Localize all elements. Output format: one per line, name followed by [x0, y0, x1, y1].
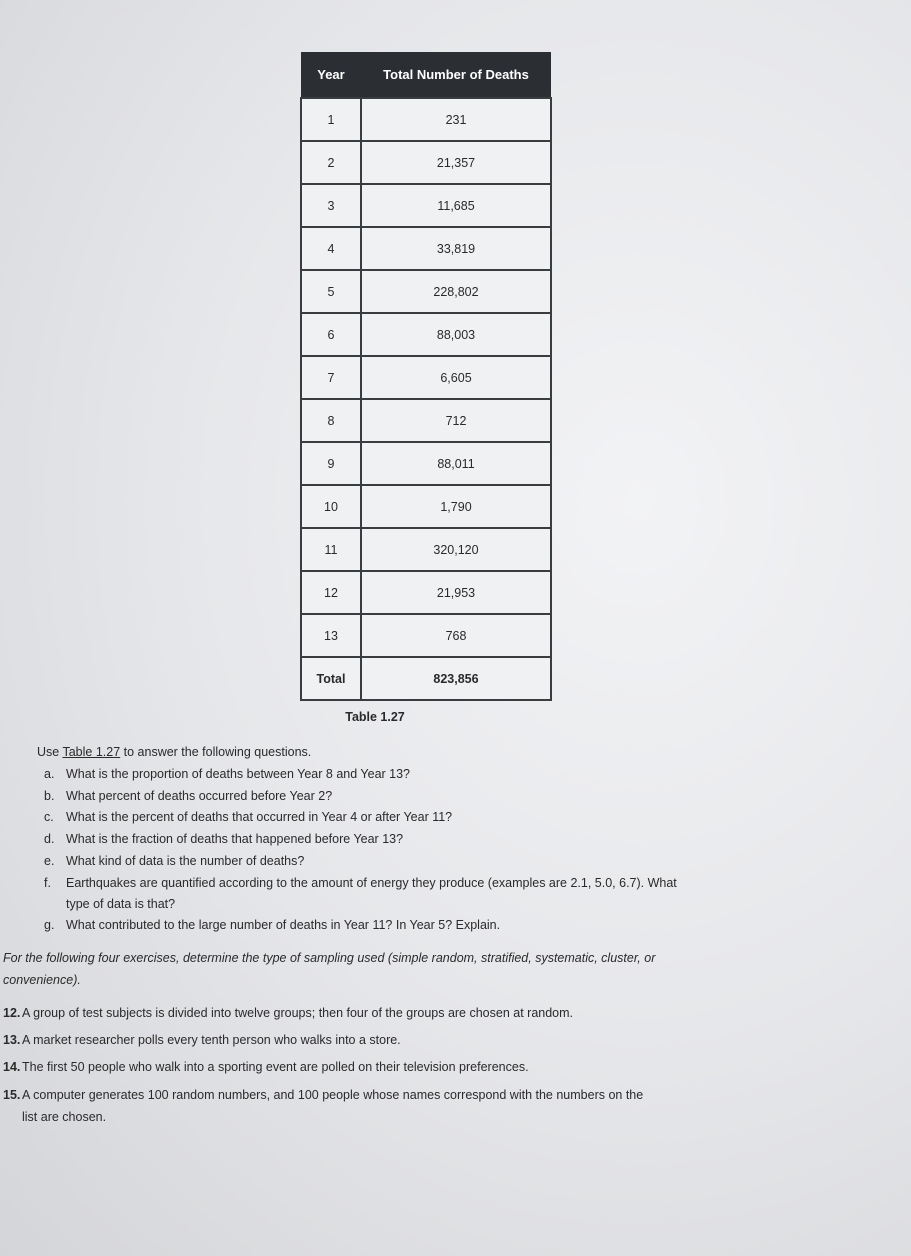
table-row [301, 227, 551, 270]
question-text: What is the percent of deaths that occurred in Year 4 or after Year 11? [66, 810, 453, 824]
year-cell: 12 [301, 571, 361, 614]
question-text: What is the proportion of deaths between Year 8 and Year 13? [66, 767, 411, 781]
deaths-cell: 1,790 [361, 485, 551, 528]
question-text-cont: type of data is that? [66, 897, 176, 911]
exercise-number: 12. [3, 1006, 21, 1020]
deaths-cell: 712 [361, 399, 551, 442]
table-row [301, 528, 551, 571]
deaths-cell: 21,357 [361, 141, 551, 184]
table-row [301, 399, 551, 442]
question-label: e. [44, 854, 55, 868]
year-cell: 11 [301, 528, 361, 571]
table-link[interactable]: Table 1.27 [62, 745, 121, 759]
year-cell: 3 [301, 184, 361, 227]
year-cell: 1 [301, 98, 361, 141]
deaths-cell: 88,011 [361, 442, 551, 485]
question-text: What contributed to the large number of deaths in Year 11? In Year 5? Explain. [66, 918, 501, 932]
deaths-cell: 11,685 [361, 184, 551, 227]
intro-post: to answer the following questions. [120, 745, 312, 759]
exercise-text: A computer generates 100 random numbers, and 100 people whose names correspond with the numbers on the [22, 1088, 644, 1102]
table-caption: Table 1.27 [345, 710, 405, 724]
table-row [301, 571, 551, 614]
question-text: What kind of data is the number of deaths? [66, 854, 305, 868]
deaths-cell: 231 [361, 98, 551, 141]
exercise-number: 15. [3, 1088, 21, 1102]
deaths-cell: 33,819 [361, 227, 551, 270]
year-cell: 2 [301, 141, 361, 184]
instructions-line1: For the following four exercises, determine the type of sampling used (simple random, stratified, systematic, cluster, or [3, 951, 656, 965]
year-cell: 6 [301, 313, 361, 356]
table-row [301, 184, 551, 227]
deaths-cell: 228,802 [361, 270, 551, 313]
exercise-text: The first 50 people who walk into a sporting event are polled on their television preferences. [22, 1060, 529, 1074]
question-label: g. [44, 918, 55, 932]
deaths-cell: 21,953 [361, 571, 551, 614]
header-deaths: Total Number of Deaths [361, 52, 551, 98]
exercise-text: A group of test subjects is divided into twelve groups; then four of the groups are chosen at random. [22, 1006, 574, 1020]
table-row [301, 442, 551, 485]
question-text: Earthquakes are quantified according to the amount of energy they produce (examples are 2.1, 5.0, 6.7). What [66, 876, 677, 890]
table-row [301, 141, 551, 184]
exercise-text-cont: list are chosen. [22, 1110, 107, 1124]
deaths-cell: 320,120 [361, 528, 551, 571]
table-row [301, 270, 551, 313]
deaths-cell: 768 [361, 614, 551, 657]
table-row [301, 356, 551, 399]
year-cell: 7 [301, 356, 361, 399]
intro-text [37, 745, 311, 759]
header-year: Year [301, 52, 361, 98]
exercise-number: 13. [3, 1033, 21, 1047]
question-label: d. [44, 832, 55, 846]
year-cell: 8 [301, 399, 361, 442]
table-row [301, 485, 551, 528]
question-text: What percent of deaths occurred before Year 2? [66, 789, 333, 803]
table-row [301, 98, 551, 141]
question-text: What is the fraction of deaths that happened before Year 13? [66, 832, 404, 846]
year-cell: 5 [301, 270, 361, 313]
question-label: c. [44, 810, 54, 824]
total-label: Total [301, 657, 361, 700]
exercise-number: 14. [3, 1060, 21, 1074]
year-cell: 13 [301, 614, 361, 657]
deaths-table [300, 52, 552, 701]
deaths-cell: 88,003 [361, 313, 551, 356]
table-row [301, 614, 551, 657]
year-cell: 9 [301, 442, 361, 485]
question-label: f. [44, 876, 51, 890]
total-row [301, 657, 551, 700]
question-label: b. [44, 789, 55, 803]
deaths-cell: 6,605 [361, 356, 551, 399]
question-label: a. [44, 767, 55, 781]
exercise-text: A market researcher polls every tenth person who walks into a store. [22, 1033, 401, 1047]
year-cell: 10 [301, 485, 361, 528]
year-cell: 4 [301, 227, 361, 270]
total-value: 823,856 [361, 657, 551, 700]
instructions-line2: convenience). [3, 973, 81, 987]
table-row [301, 313, 551, 356]
intro-pre: Use [37, 745, 63, 759]
